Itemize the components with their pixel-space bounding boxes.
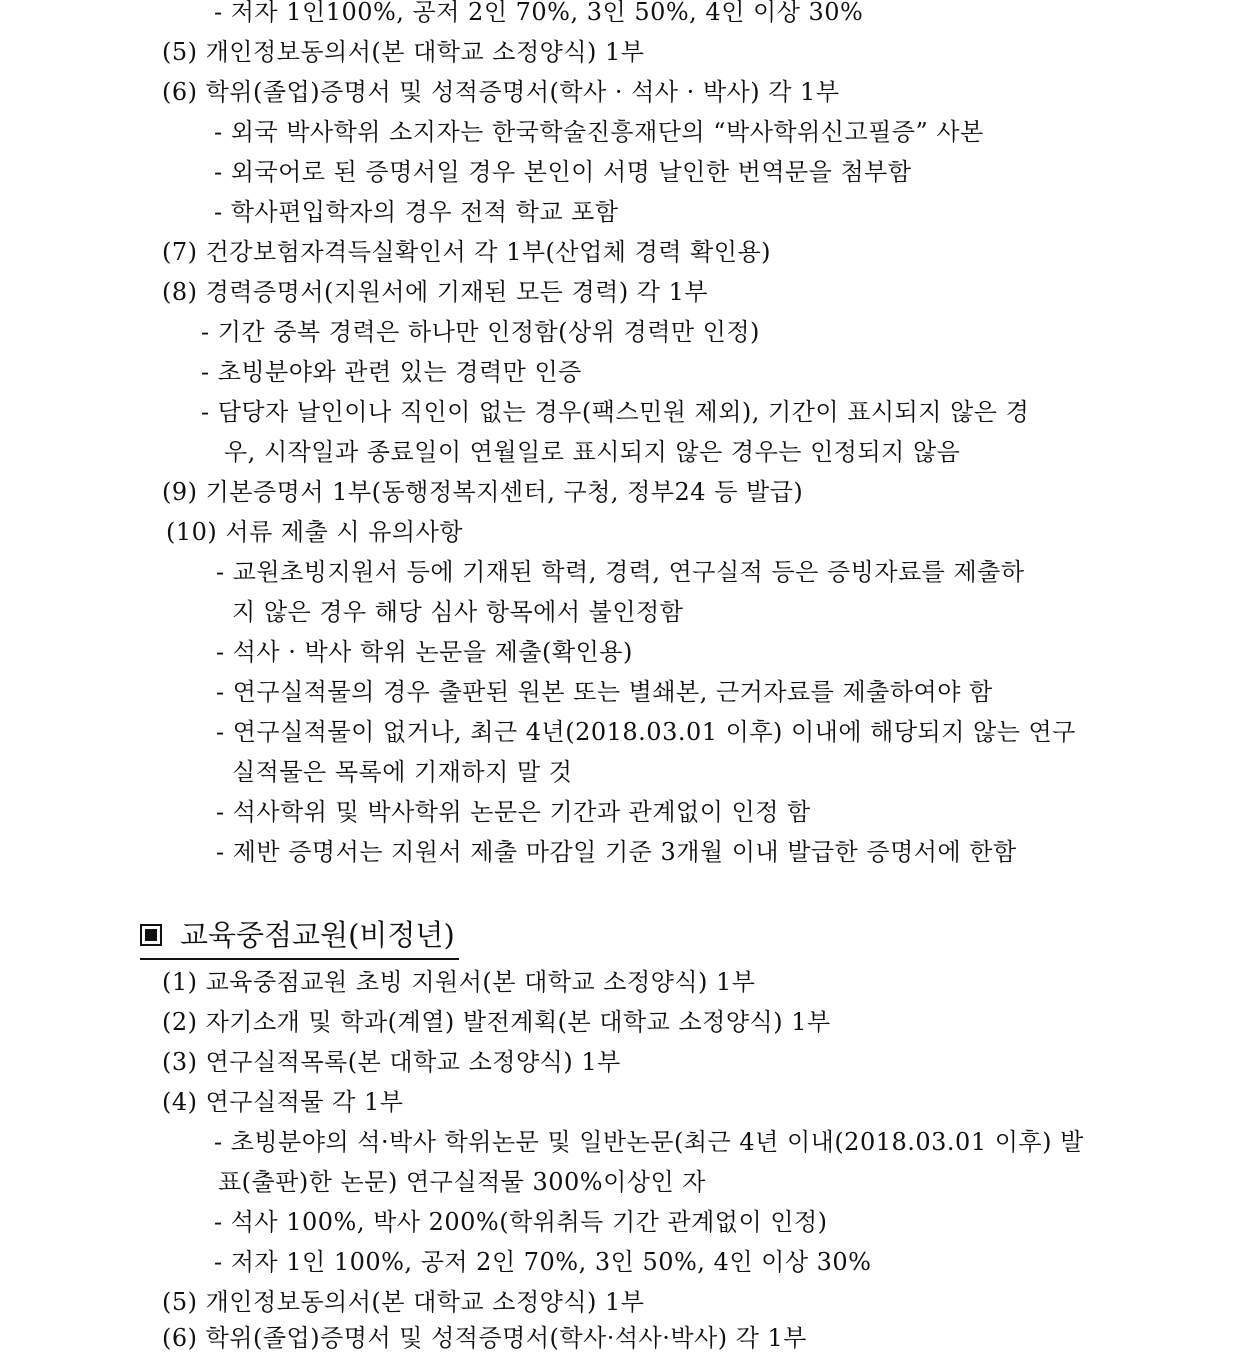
list-subitem-continued: 표(출판)한 논문) 연구실적물 300%이상인 자	[218, 1168, 706, 1196]
list-item-6: (6) 학위(졸업)증명서 및 성적증명서(학사 · 석사 · 박사) 각 1부	[162, 78, 840, 106]
list-subitem: - 제반 증명서는 지원서 제출 마감일 기준 3개월 이내 발급한 증명서에 한함	[216, 838, 1017, 866]
list-item-5: (5) 개인정보동의서(본 대학교 소정양식) 1부	[162, 38, 645, 66]
list-item-3: (3) 연구실적목록(본 대학교 소정양식) 1부	[162, 1048, 621, 1076]
list-subitem: - 외국어로 된 증명서일 경우 본인이 서명 날인한 번역문을 첨부함	[214, 158, 912, 186]
list-subitem: - 외국 박사학위 소지자는 한국학술진흥재단의 “박사학위신고필증” 사본	[214, 118, 984, 146]
list-subitem: - 기간 중복 경력은 하나만 인정함(상위 경력만 인정)	[201, 318, 760, 346]
list-item-4: (4) 연구실적물 각 1부	[162, 1088, 404, 1116]
square-bullet-icon	[140, 924, 162, 946]
list-subitem-continued: 실적물은 목록에 기재하지 말 것	[232, 758, 573, 786]
list-item-8: (8) 경력증명서(지원서에 기재된 모든 경력) 각 1부	[162, 278, 709, 306]
list-item-6: (6) 학위(졸업)증명서 및 성적증명서(학사·석사·박사) 각 1부	[162, 1324, 807, 1352]
list-line: - 저자 1인100%, 공저 2인 70%, 3인 50%, 4인 이상 30%	[214, 0, 864, 26]
section-heading-text: 교육중점교원(비정년)	[180, 918, 455, 952]
list-subitem-continued: 지 않은 경우 해당 심사 항목에서 불인정함	[232, 598, 684, 626]
list-item-7: (7) 건강보험자격득실확인서 각 1부(산업체 경력 확인용)	[162, 238, 771, 266]
list-subitem: - 교원초빙지원서 등에 기재된 학력, 경력, 연구실적 등은 증빙자료를 제출하	[216, 558, 1025, 586]
list-subitem: - 초빙분야와 관련 있는 경력만 인증	[201, 358, 582, 386]
list-subitem: - 석사 · 박사 학위 논문을 제출(확인용)	[216, 638, 633, 666]
list-item-9: (9) 기본증명서 1부(동행정복지센터, 구청, 정부24 등 발급)	[162, 478, 804, 506]
list-subitem: - 연구실적물이 없거나, 최근 4년(2018.03.01 이후) 이내에 해당되지 않는 연구	[216, 718, 1076, 746]
list-subitem-continued: 우, 시작일과 종료일이 연월일로 표시되지 않은 경우는 인정되지 않음	[224, 438, 961, 466]
list-subitem: - 담당자 날인이나 직인이 없는 경우(팩스민원 제외), 기간이 표시되지 않은 경	[201, 398, 1030, 426]
list-subitem: - 학사편입학자의 경우 전적 학교 포함	[214, 198, 619, 226]
list-subitem: - 초빙분야의 석·박사 학위논문 및 일반논문(최근 4년 이내(2018.03.01 이후) 발	[214, 1128, 1084, 1156]
list-item-10: (10) 서류 제출 시 유의사항	[166, 518, 463, 546]
section-heading	[140, 912, 459, 960]
list-subitem: - 석사 100%, 박사 200%(학위취득 기간 관계없이 인정)	[214, 1208, 828, 1236]
list-item-1: (1) 교육중점교원 초빙 지원서(본 대학교 소정양식) 1부	[162, 968, 756, 996]
list-subitem: - 저자 1인 100%, 공저 2인 70%, 3인 50%, 4인 이상 30%	[214, 1248, 872, 1276]
list-item-5: (5) 개인정보동의서(본 대학교 소정양식) 1부	[162, 1288, 645, 1316]
list-item-2: (2) 자기소개 및 학과(계열) 발전계획(본 대학교 소정양식) 1부	[162, 1008, 831, 1036]
list-subitem: - 연구실적물의 경우 출판된 원본 또는 별쇄본, 근거자료를 제출하여야 함	[216, 678, 993, 706]
list-subitem: - 석사학위 및 박사학위 논문은 기간과 관계없이 인정 함	[216, 798, 811, 826]
